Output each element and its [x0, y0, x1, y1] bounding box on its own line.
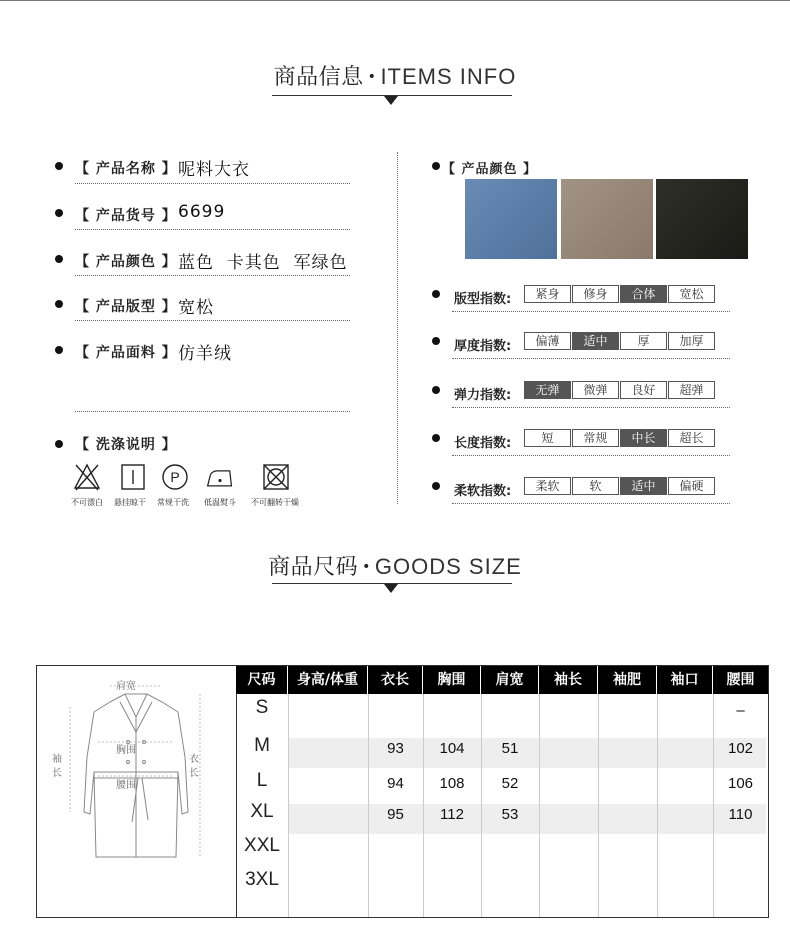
index-option: 偏硬 [668, 477, 715, 495]
column-line [539, 694, 540, 917]
info-value: 宽松 [178, 298, 214, 318]
bullet-icon [55, 255, 63, 263]
info-label: 【 产品名称 】 [75, 161, 177, 177]
table-header-cell: 衣长 [368, 666, 422, 694]
info-row-fit [55, 296, 350, 326]
index-option: 良好 [620, 381, 667, 399]
bullet-icon [55, 300, 63, 308]
table-header-cell: 袖口 [657, 666, 712, 694]
bullet-icon [432, 482, 440, 490]
info-row-color [55, 251, 350, 281]
diagram-waist-label: 腰围 [116, 780, 136, 791]
divider [452, 407, 730, 408]
hang-dry-icon [118, 462, 148, 492]
index-option-selected: 中长 [620, 429, 667, 447]
table-cell: 106 [727, 775, 754, 792]
divider [75, 229, 350, 230]
info-value: 蓝色 卡其色 军绿色 [178, 253, 348, 273]
table-cell: 112 [440, 806, 464, 823]
goods-size-title: 商品尺码 • GOODS SIZE [268, 554, 522, 580]
table-cell: 102 [727, 740, 754, 757]
bullet-icon [55, 162, 63, 170]
index-label: 版型指数: [454, 292, 512, 307]
bullet-icon [55, 440, 63, 448]
index-option: 宽松 [668, 285, 715, 303]
index-option: 紧身 [524, 285, 571, 303]
size-cell: S [255, 697, 269, 718]
index-option: 加厚 [668, 332, 715, 350]
info-row-fabric [55, 342, 350, 372]
index-option-selected: 适中 [572, 332, 619, 350]
index-option: 厚 [620, 332, 667, 350]
wash-icon-label: 悬挂晾干 [114, 498, 146, 507]
table-cell: 51 [501, 740, 519, 757]
index-label: 厚度指数: [454, 339, 512, 354]
wash-icon-label: 不可漂白 [71, 498, 103, 507]
low-iron-icon [205, 462, 235, 492]
table-cell: 53 [501, 806, 519, 823]
khaki-swatch [561, 179, 653, 259]
bullet-icon [432, 290, 440, 298]
index-row [432, 285, 732, 309]
divider [452, 311, 730, 312]
divider [75, 275, 350, 276]
divider [452, 358, 730, 359]
wash-icon-label: 不可翻转干燥 [251, 498, 299, 507]
diagram-chest-label: 胸围 [116, 745, 136, 756]
color-section-label: 【 产品颜色 】 [442, 162, 538, 177]
index-label: 弹力指数: [454, 388, 512, 403]
index-option: 偏薄 [524, 332, 571, 350]
bullet-icon [432, 162, 440, 170]
info-value: 呢料大衣 [178, 160, 250, 180]
dry-clean-glyph: P [170, 469, 180, 485]
index-option: 常规 [572, 429, 619, 447]
table-cell: 94 [387, 775, 404, 792]
column-line [657, 694, 658, 917]
index-option: 超弹 [668, 381, 715, 399]
blue-swatch [465, 179, 557, 259]
column-divider [397, 152, 398, 504]
index-row [432, 381, 732, 405]
divider [75, 320, 350, 321]
table-header-cell: 袖长 [539, 666, 597, 694]
size-cell: XXL [244, 835, 280, 856]
no-bleach-icon [72, 462, 102, 492]
table-cell: 110 [728, 806, 753, 823]
table-cell: – [736, 702, 745, 719]
table-cell: 95 [387, 806, 404, 823]
index-option: 超长 [668, 429, 715, 447]
index-row [432, 429, 732, 453]
size-cell: M [254, 735, 270, 756]
bullet-icon [432, 337, 440, 345]
table-header-cell: 肩宽 [481, 666, 538, 694]
index-row [432, 332, 732, 356]
index-option: 短 [524, 429, 571, 447]
wash-icon-label: 常规干洗 [157, 498, 189, 507]
index-label: 长度指数: [454, 436, 512, 451]
size-cell: 3XL [245, 869, 279, 890]
wash-icon-label: 低温熨斗 [204, 498, 236, 507]
index-row [432, 477, 732, 501]
diagram-shoulder-label: 肩宽 [116, 681, 136, 692]
info-label: 【 产品面料 】 [75, 345, 177, 361]
index-label: 柔软指数: [454, 484, 512, 499]
index-option: 修身 [572, 285, 619, 303]
index-option-selected: 合体 [620, 285, 667, 303]
info-value: 6699 [178, 202, 226, 222]
divider [75, 183, 350, 184]
divider [75, 411, 350, 412]
size-cell: L [256, 770, 268, 791]
items-info-arrow-icon [384, 96, 398, 105]
size-cell: XL [250, 801, 274, 822]
table-cell: 93 [387, 740, 404, 757]
wash-label: 【 洗涤说明 】 [75, 437, 177, 453]
index-option: 柔软 [524, 477, 571, 495]
table-cell: 104 [439, 740, 465, 757]
index-option: 软 [572, 477, 619, 495]
table-cell: 52 [501, 775, 519, 792]
dry-clean-icon [160, 462, 190, 492]
table-header-cell: 身高/体重 [288, 666, 367, 694]
column-line [598, 694, 599, 917]
divider [452, 503, 730, 504]
goods-size-arrow-icon [384, 584, 398, 593]
bullet-icon [55, 209, 63, 217]
info-label: 【 产品版型 】 [75, 299, 177, 315]
index-option-selected: 无弹 [524, 381, 571, 399]
table-header-cell: 尺码 [236, 666, 287, 694]
bullet-icon [432, 386, 440, 394]
army-green-swatch [656, 179, 748, 259]
index-option-selected: 适中 [620, 477, 667, 495]
items-info-title: 商品信息 • ITEMS INFO [273, 64, 517, 90]
info-label: 【 产品颜色 】 [75, 254, 177, 270]
column-line [288, 694, 289, 917]
table-header-cell: 腰围 [713, 666, 768, 694]
info-label: 【 产品货号 】 [75, 208, 177, 224]
divider [452, 455, 730, 456]
top-border [0, 0, 790, 1]
bullet-icon [432, 434, 440, 442]
wash-header [55, 434, 350, 464]
info-value: 仿羊绒 [178, 344, 232, 364]
bullet-icon [55, 346, 63, 354]
table-header-cell: 袖肥 [598, 666, 656, 694]
table-cell: 108 [439, 775, 465, 792]
table-header-cell: 胸围 [423, 666, 480, 694]
diagram-sleeve-label: 袖长 [52, 754, 62, 779]
diagram-length-label: 衣长 [189, 754, 199, 779]
index-option: 微弹 [572, 381, 619, 399]
no-tumble-dry-icon [261, 462, 291, 492]
info-row-sku [55, 202, 350, 235]
